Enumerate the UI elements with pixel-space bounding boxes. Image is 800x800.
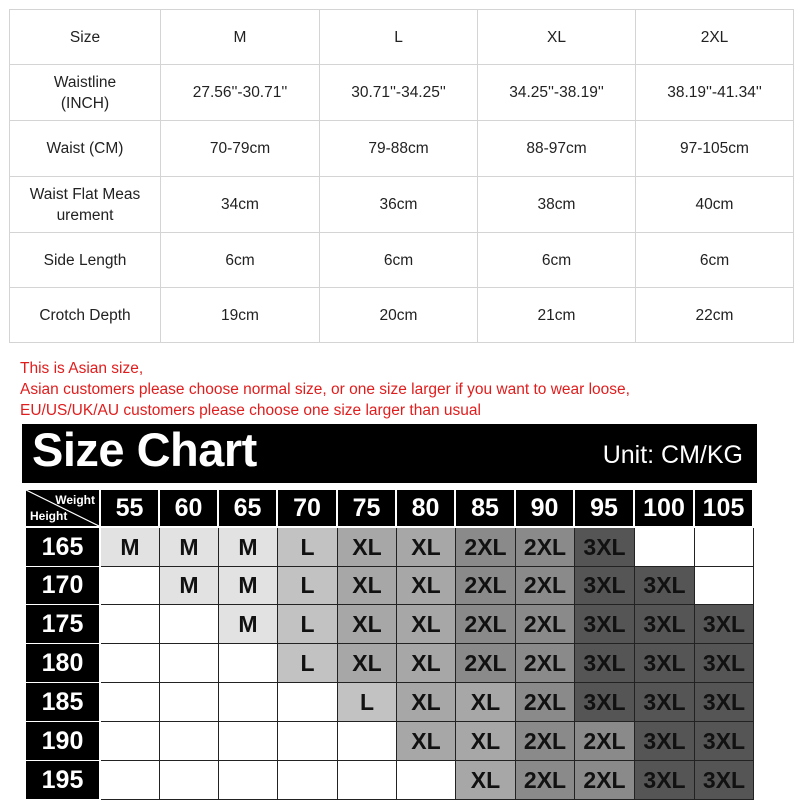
size-cell — [101, 644, 160, 683]
table-cell: 20cm — [320, 288, 478, 343]
table-row — [10, 233, 794, 288]
size-cell: 2XL — [575, 761, 635, 800]
note-line: EU/US/UK/AU customers please choose one size larger than usual — [20, 402, 481, 419]
size-cell: M — [160, 528, 219, 567]
size-cell: M — [160, 567, 219, 605]
weight-header: 90 — [516, 490, 573, 526]
size-cell: 3XL — [695, 683, 754, 722]
table-row — [10, 177, 794, 233]
table-row — [10, 121, 794, 177]
table-cell: 21cm — [478, 288, 636, 343]
table-cell: 88-97cm — [478, 121, 636, 177]
row-label: Waistline (INCH) — [10, 65, 161, 121]
size-cell: 3XL — [635, 761, 695, 800]
weight-header: 95 — [575, 490, 633, 526]
weight-header: 75 — [338, 490, 395, 526]
size-cell: 3XL — [695, 761, 754, 800]
size-cell: 3XL — [575, 528, 635, 567]
header-size-xl: XL — [478, 10, 636, 65]
table-cell: 6cm — [320, 233, 478, 288]
size-cell: M — [219, 528, 278, 567]
size-cell: L — [278, 528, 338, 567]
size-cell: XL — [397, 683, 456, 722]
size-cell: 2XL — [456, 567, 516, 605]
header-size-label: Size — [10, 10, 161, 65]
size-cell: 3XL — [575, 605, 635, 644]
size-cell: 2XL — [516, 761, 575, 800]
size-cell: XL — [338, 567, 397, 605]
size-chart-title: Size Chart — [32, 423, 257, 476]
table-cell: 97-105cm — [636, 121, 794, 177]
size-cell: XL — [397, 644, 456, 683]
size-cell: 2XL — [516, 528, 575, 567]
size-cell — [101, 722, 160, 761]
weight-header: 85 — [456, 490, 514, 526]
unit-label: Unit: CM/KG — [602, 441, 743, 469]
table-cell: 6cm — [161, 233, 320, 288]
size-cell: 2XL — [456, 644, 516, 683]
weight-axis-label: Weight — [55, 493, 95, 507]
size-cell: 3XL — [635, 605, 695, 644]
height-label: 185 — [26, 683, 99, 721]
size-cell: 3XL — [695, 644, 754, 683]
size-cell: XL — [397, 567, 456, 605]
size-cell: XL — [397, 722, 456, 761]
size-cell — [635, 528, 695, 567]
table-cell: 34.25''-38.19'' — [478, 65, 636, 121]
size-cell — [338, 722, 397, 761]
size-cell: 3XL — [635, 722, 695, 761]
size-cell — [160, 605, 219, 644]
size-cell: L — [278, 567, 338, 605]
size-cell — [219, 722, 278, 761]
table-cell: 70-79cm — [161, 121, 320, 177]
height-label: 175 — [26, 605, 99, 643]
table-row — [10, 65, 794, 121]
size-cell — [695, 528, 754, 567]
table-row — [10, 288, 794, 343]
weight-header: 65 — [219, 490, 276, 526]
size-cell: XL — [338, 605, 397, 644]
measurement-table — [9, 9, 794, 343]
size-cell: XL — [397, 605, 456, 644]
size-chart-banner — [22, 424, 757, 483]
table-cell: 34cm — [161, 177, 320, 233]
weight-header: 100 — [635, 490, 693, 526]
size-cell: 2XL — [575, 722, 635, 761]
header-size-m: M — [161, 10, 320, 65]
note-line: Asian customers please choose normal size, or one size larger if you want to wear loose, — [20, 381, 630, 398]
row-label: Crotch Depth — [10, 288, 161, 343]
table-cell: 40cm — [636, 177, 794, 233]
size-cell: XL — [338, 528, 397, 567]
row-label: Waist Flat Meas urement — [10, 177, 161, 233]
size-cell: L — [278, 644, 338, 683]
size-cell — [160, 761, 219, 800]
size-cell — [338, 761, 397, 800]
note-line: This is Asian size, — [20, 360, 144, 377]
size-cell: 2XL — [456, 528, 516, 567]
size-cell: 3XL — [695, 722, 754, 761]
size-cell — [278, 683, 338, 722]
size-cell — [219, 761, 278, 800]
table-cell: 6cm — [636, 233, 794, 288]
size-cell: 2XL — [516, 683, 575, 722]
size-cell: 2XL — [516, 605, 575, 644]
height-label: 165 — [26, 528, 99, 566]
table-cell: 38cm — [478, 177, 636, 233]
size-cell — [101, 761, 160, 800]
size-cell: XL — [397, 528, 456, 567]
size-cell: L — [338, 683, 397, 722]
size-cell: 2XL — [516, 567, 575, 605]
size-cell: 3XL — [635, 683, 695, 722]
size-cell — [160, 683, 219, 722]
size-cell: M — [219, 605, 278, 644]
size-cell: M — [101, 528, 160, 567]
table-cell: 6cm — [478, 233, 636, 288]
size-cell — [101, 683, 160, 722]
height-label: 190 — [26, 722, 99, 760]
size-cell: XL — [338, 644, 397, 683]
size-cell: L — [278, 605, 338, 644]
height-label: 180 — [26, 644, 99, 682]
table-cell: 36cm — [320, 177, 478, 233]
row-label: Side Length — [10, 233, 161, 288]
table-cell: 30.71''-34.25'' — [320, 65, 478, 121]
size-cell — [278, 761, 338, 800]
size-cell: 3XL — [635, 644, 695, 683]
weight-header: 105 — [695, 490, 752, 526]
table-cell: 22cm — [636, 288, 794, 343]
size-cell — [101, 605, 160, 644]
size-cell — [278, 722, 338, 761]
size-cell: XL — [456, 683, 516, 722]
weight-header: 60 — [160, 490, 217, 526]
weight-height-corner — [26, 490, 99, 526]
size-cell: 3XL — [575, 644, 635, 683]
height-axis-label: Height — [30, 509, 68, 523]
size-cell: 3XL — [575, 683, 635, 722]
size-cell — [695, 567, 754, 605]
size-cell: XL — [456, 761, 516, 800]
weight-header: 70 — [278, 490, 336, 526]
size-cell — [101, 567, 160, 605]
size-cell: M — [219, 567, 278, 605]
size-cell — [219, 644, 278, 683]
table-cell: 38.19''-41.34'' — [636, 65, 794, 121]
size-cell — [160, 644, 219, 683]
size-cell: XL — [456, 722, 516, 761]
size-cell: 3XL — [695, 605, 754, 644]
size-cell — [160, 722, 219, 761]
size-cell: 3XL — [575, 567, 635, 605]
size-cell: 2XL — [516, 644, 575, 683]
size-cell: 2XL — [516, 722, 575, 761]
weight-header: 80 — [397, 490, 454, 526]
table-header-row — [10, 10, 794, 65]
size-cell — [397, 761, 456, 800]
table-cell: 27.56''-30.71'' — [161, 65, 320, 121]
size-cell — [219, 683, 278, 722]
height-label: 170 — [26, 567, 99, 604]
weight-header: 55 — [101, 490, 158, 526]
header-size-2xl: 2XL — [636, 10, 794, 65]
size-notes — [20, 358, 630, 421]
row-label: Waist (CM) — [10, 121, 161, 177]
size-cell: 3XL — [635, 567, 695, 605]
table-cell: 79-88cm — [320, 121, 478, 177]
table-cell: 19cm — [161, 288, 320, 343]
size-cell: 2XL — [456, 605, 516, 644]
height-label: 195 — [26, 761, 99, 799]
header-size-l: L — [320, 10, 478, 65]
